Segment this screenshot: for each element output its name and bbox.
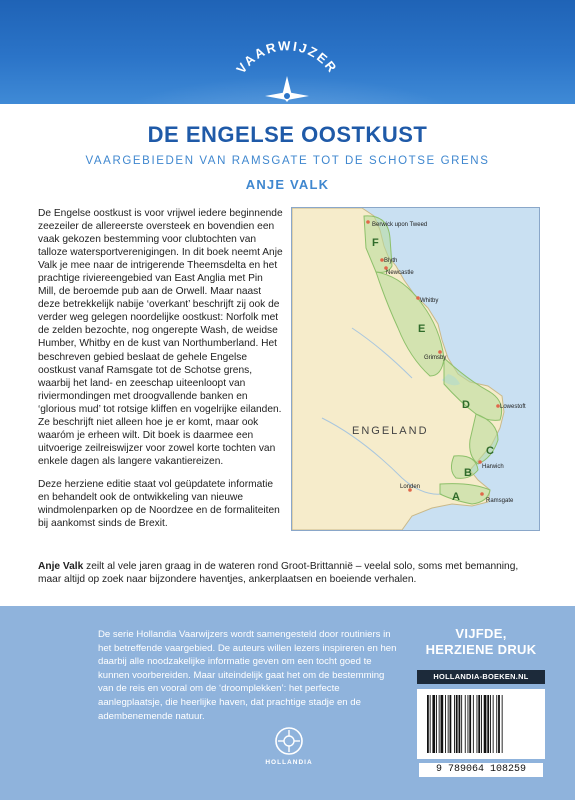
barcode-bar: [456, 695, 458, 753]
zone-label-d: D: [462, 399, 470, 411]
barcode-bar: [459, 695, 461, 753]
map-place-berwick: Berwick upon Tweed: [372, 222, 428, 228]
barcode-bar: [478, 695, 480, 753]
map-place-grimsby: Grimsby: [424, 355, 447, 361]
map-place-ramsgate: Ramsgate: [486, 498, 514, 504]
map-place-newcastle: Newcastle: [386, 270, 414, 276]
map-country-label: ENGELAND: [352, 425, 429, 437]
barcode-bar: [498, 695, 500, 753]
barcode-bars: [417, 689, 545, 759]
map-place-lowestoft: Lowestoft: [500, 404, 526, 410]
series-badge: [0, 0, 575, 104]
author-bio-name: Anje Valk: [38, 561, 84, 572]
barcode-bar: [427, 695, 429, 753]
author-bio: [38, 560, 543, 586]
barcode-bar: [436, 695, 437, 753]
zone-label-f: F: [372, 237, 379, 249]
description: [38, 207, 283, 540]
map-place-whitby: Whitby: [420, 298, 439, 304]
book-title: DE ENGELSE OOSTKUST: [147, 122, 428, 147]
edition-line-1: VIJFDE,: [455, 626, 507, 641]
barcode: [417, 689, 545, 759]
publisher-logo-icon: [274, 726, 304, 756]
barcode-bar: [481, 695, 482, 753]
barcode-bar: [441, 695, 444, 753]
barcode-bar: [473, 695, 474, 753]
barcode-bar: [445, 695, 446, 753]
zone-label-c: C: [486, 445, 494, 457]
barcode-bar: [465, 695, 466, 753]
barcode-bar: [450, 695, 452, 753]
map-drawing: [292, 208, 539, 530]
map-place-blyth: Blyth: [384, 258, 398, 264]
zone-label-b: B: [464, 467, 472, 479]
barcode-bar: [487, 695, 489, 753]
author-name: ANJE VALK: [245, 177, 330, 192]
barcode-bar: [477, 695, 478, 753]
description-paragraph-1: De Engelse oostkust is voor vrijwel iedere beginnende zeezeiler de allereerste oversteek en bovendien een vaak gekozen bestemming voor clubtochten van talloze watersportverenigingen. In dit boek neemt Anje Valk je mee naar de intrigerende Theemsdelta en het prachtige riviereengebied van East Anglia met Pin Mill, de beroemde pub aan de Orwell. Maar naast deze betrekkelijk nabije ‘overkant’ beschrijft zij ook de verder weg gelegen noordelijke oostkust: Norfolk met de zelden bezochte, nog ongerepte Wash, de weidse Humber, Whitby en de kust van Northumberland. Het beschreven gebied beslaat de gehele Engelse oostkust vanaf Ramsgate tot de Schotse grens, waarbij het land- en zeeschap uiteenloopt van riviermondingen met droogvallende banken en ‘glorious mud’ tot rotsige kliffen en vogelrijke eilanden. Ze beschrijft niet alleen hoe je er komt, maar ook waaróm je erheen wilt. Dit boek is daarmee een uitvoerige zeilreiswijzer voor zowel korte tochten van enkele dagen als langere vakantiereizen.: [38, 208, 283, 467]
route-map: [291, 207, 540, 531]
barcode-bar: [430, 695, 431, 753]
barcode-bar: [493, 695, 494, 753]
map-place-london: Londen: [400, 484, 421, 490]
edition-line-2: HERZIENE DRUK: [425, 642, 537, 657]
barcode-bar: [432, 695, 435, 753]
barcode-bar: [454, 695, 455, 753]
barcode-bar: [468, 695, 469, 753]
land-england: [292, 208, 504, 530]
edition-label: [418, 626, 544, 658]
header-band: [0, 0, 575, 104]
publisher-website: HOLLANDIA-BOEKEN.NL: [417, 670, 545, 684]
barcode-bar: [496, 695, 497, 753]
publisher-name: HOLLANDIA: [265, 759, 313, 766]
barcode-bar: [490, 695, 491, 753]
barcode-bar: [502, 695, 503, 753]
barcode-bar: [469, 695, 471, 753]
author-bio-text: zeilt al vele jaren graag in de wateren rond Groot-Brittannië – veelal solo, soms met bemanning, maar altijd op zoek naar bijzondere haventjes, ankerplaatsen en boeiende verhalen.: [38, 561, 519, 586]
book-subtitle: VAARGEBIEDEN VAN RAMSGATE TOT DE SCHOTSE GRENS: [85, 155, 490, 167]
zone-label-e: E: [418, 323, 426, 335]
isbn-number: 9 789064 108259: [419, 763, 543, 777]
description-paragraph-2: Deze herziene editie staat vol geüpdatete informatie en behandelt ook de ontwikkeling van nieuwe windmolenparken op de Noordzee en de formaliteiten bij aankomst sinds de Brexit.: [38, 478, 280, 530]
barcode-bar: [448, 695, 449, 753]
zone-label-a: A: [452, 491, 460, 503]
barcode-bar: [461, 695, 462, 753]
series-description: De serie Hollandia Vaarwijzers wordt samengesteld door routiniers in het betreffende vaargebied. De auteurs willen lezers inspireren en hen daarbij alle noodzakelijke informatie geven om een tocht goed te kunnen voorbereiden. Maar uiteindelijk gaat het om de bestemming van de reis en vooral om de ‘droomplekken’: het perfecte aanlegplaatsje, die heerlijke haven, dat prachtige stadje en de adembenemende natuur.: [98, 629, 397, 722]
barcode-bar: [484, 695, 487, 753]
map-place-harwich: Harwich: [482, 464, 504, 470]
series-badge-text: VAARWIJZER: [233, 38, 341, 77]
barcode-bar: [439, 695, 440, 753]
